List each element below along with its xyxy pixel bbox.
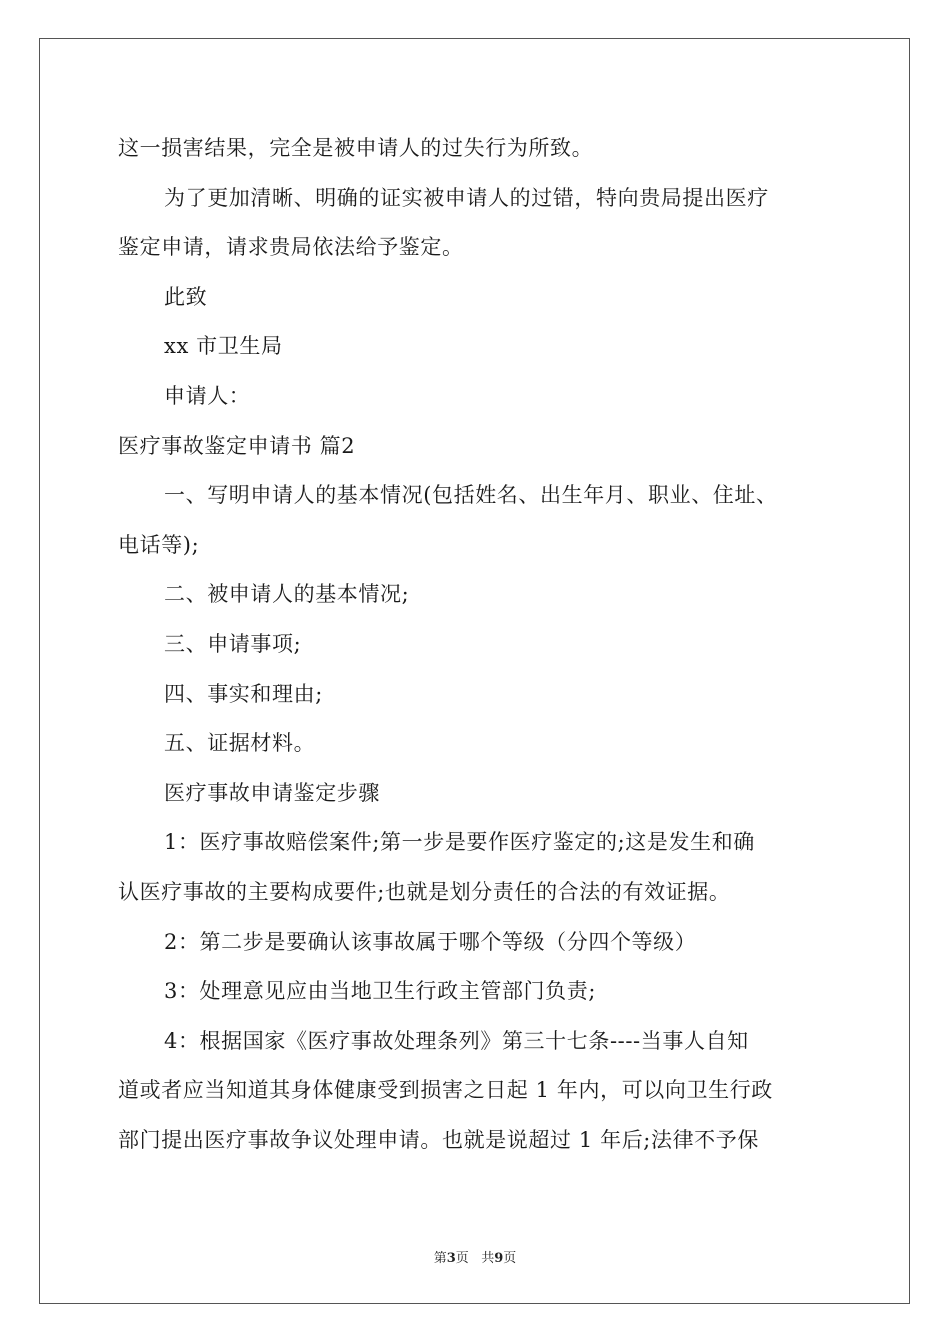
text-line-12: 四、事实和理由; [164,681,323,706]
text-line-13: 五、证据材料。 [164,731,316,756]
section-heading: 医疗事故鉴定申请书 篇2 [118,433,356,458]
text-line-2: 为了更加清晰、明确的证实被申请人的过错，特向贵局提出医疗 [164,185,769,210]
salutation-line: 此致 [164,284,208,309]
page-suffix: 页 [455,1251,469,1266]
document-body [118,124,858,1165]
text-line-15: 1：医疗事故赔偿案件;第一步是要作医疗鉴定的;这是发生和确 [164,830,755,855]
text-line-16: 认医疗事故的主要构成要件;也就是划分责任的合法的有效证据。 [118,879,731,904]
total-pages: 9 [494,1251,504,1266]
text-line-9: 电话等); [118,532,200,557]
text-line-3: 鉴定申请，请求贵局依法给予鉴定。 [118,235,464,260]
text-line-10: 二、被申请人的基本情况; [164,582,410,607]
applicant-line: 申请人： [164,383,251,408]
total-prefix: 共 [481,1251,495,1266]
text-line-11: 三、申请事项; [164,631,302,656]
text-line-21: 部门提出医疗事故争议处理申请。也就是说超过 1 年后;法律不予保 [118,1127,759,1152]
text-line-19: 4：根据国家《医疗事故处理条列》第三十七条----当事人自知 [164,1028,749,1053]
text-line-8: 一、写明申请人的基本情况(包括姓名、出生年月、职业、住址、 [164,483,778,508]
recipient-line: xx 市卫生局 [164,334,283,359]
text-line-18: 3：处理意见应由当地卫生行政主管部门负责; [164,979,597,1004]
page-number: 3 [446,1251,456,1266]
total-suffix: 页 [503,1251,517,1266]
page-prefix: 第 [433,1251,447,1266]
text-line-17: 2：第二步是要确认该事故属于哪个等级（分四个等级） [164,929,697,954]
page-footer [0,1247,950,1266]
text-line-1: 这一损害结果，完全是被申请人的过失行为所致。 [118,136,594,160]
steps-heading: 医疗事故申请鉴定步骤 [164,780,380,805]
text-line-20: 道或者应当知道其身体健康受到损害之日起 1 年内，可以向卫生行政 [118,1078,773,1103]
